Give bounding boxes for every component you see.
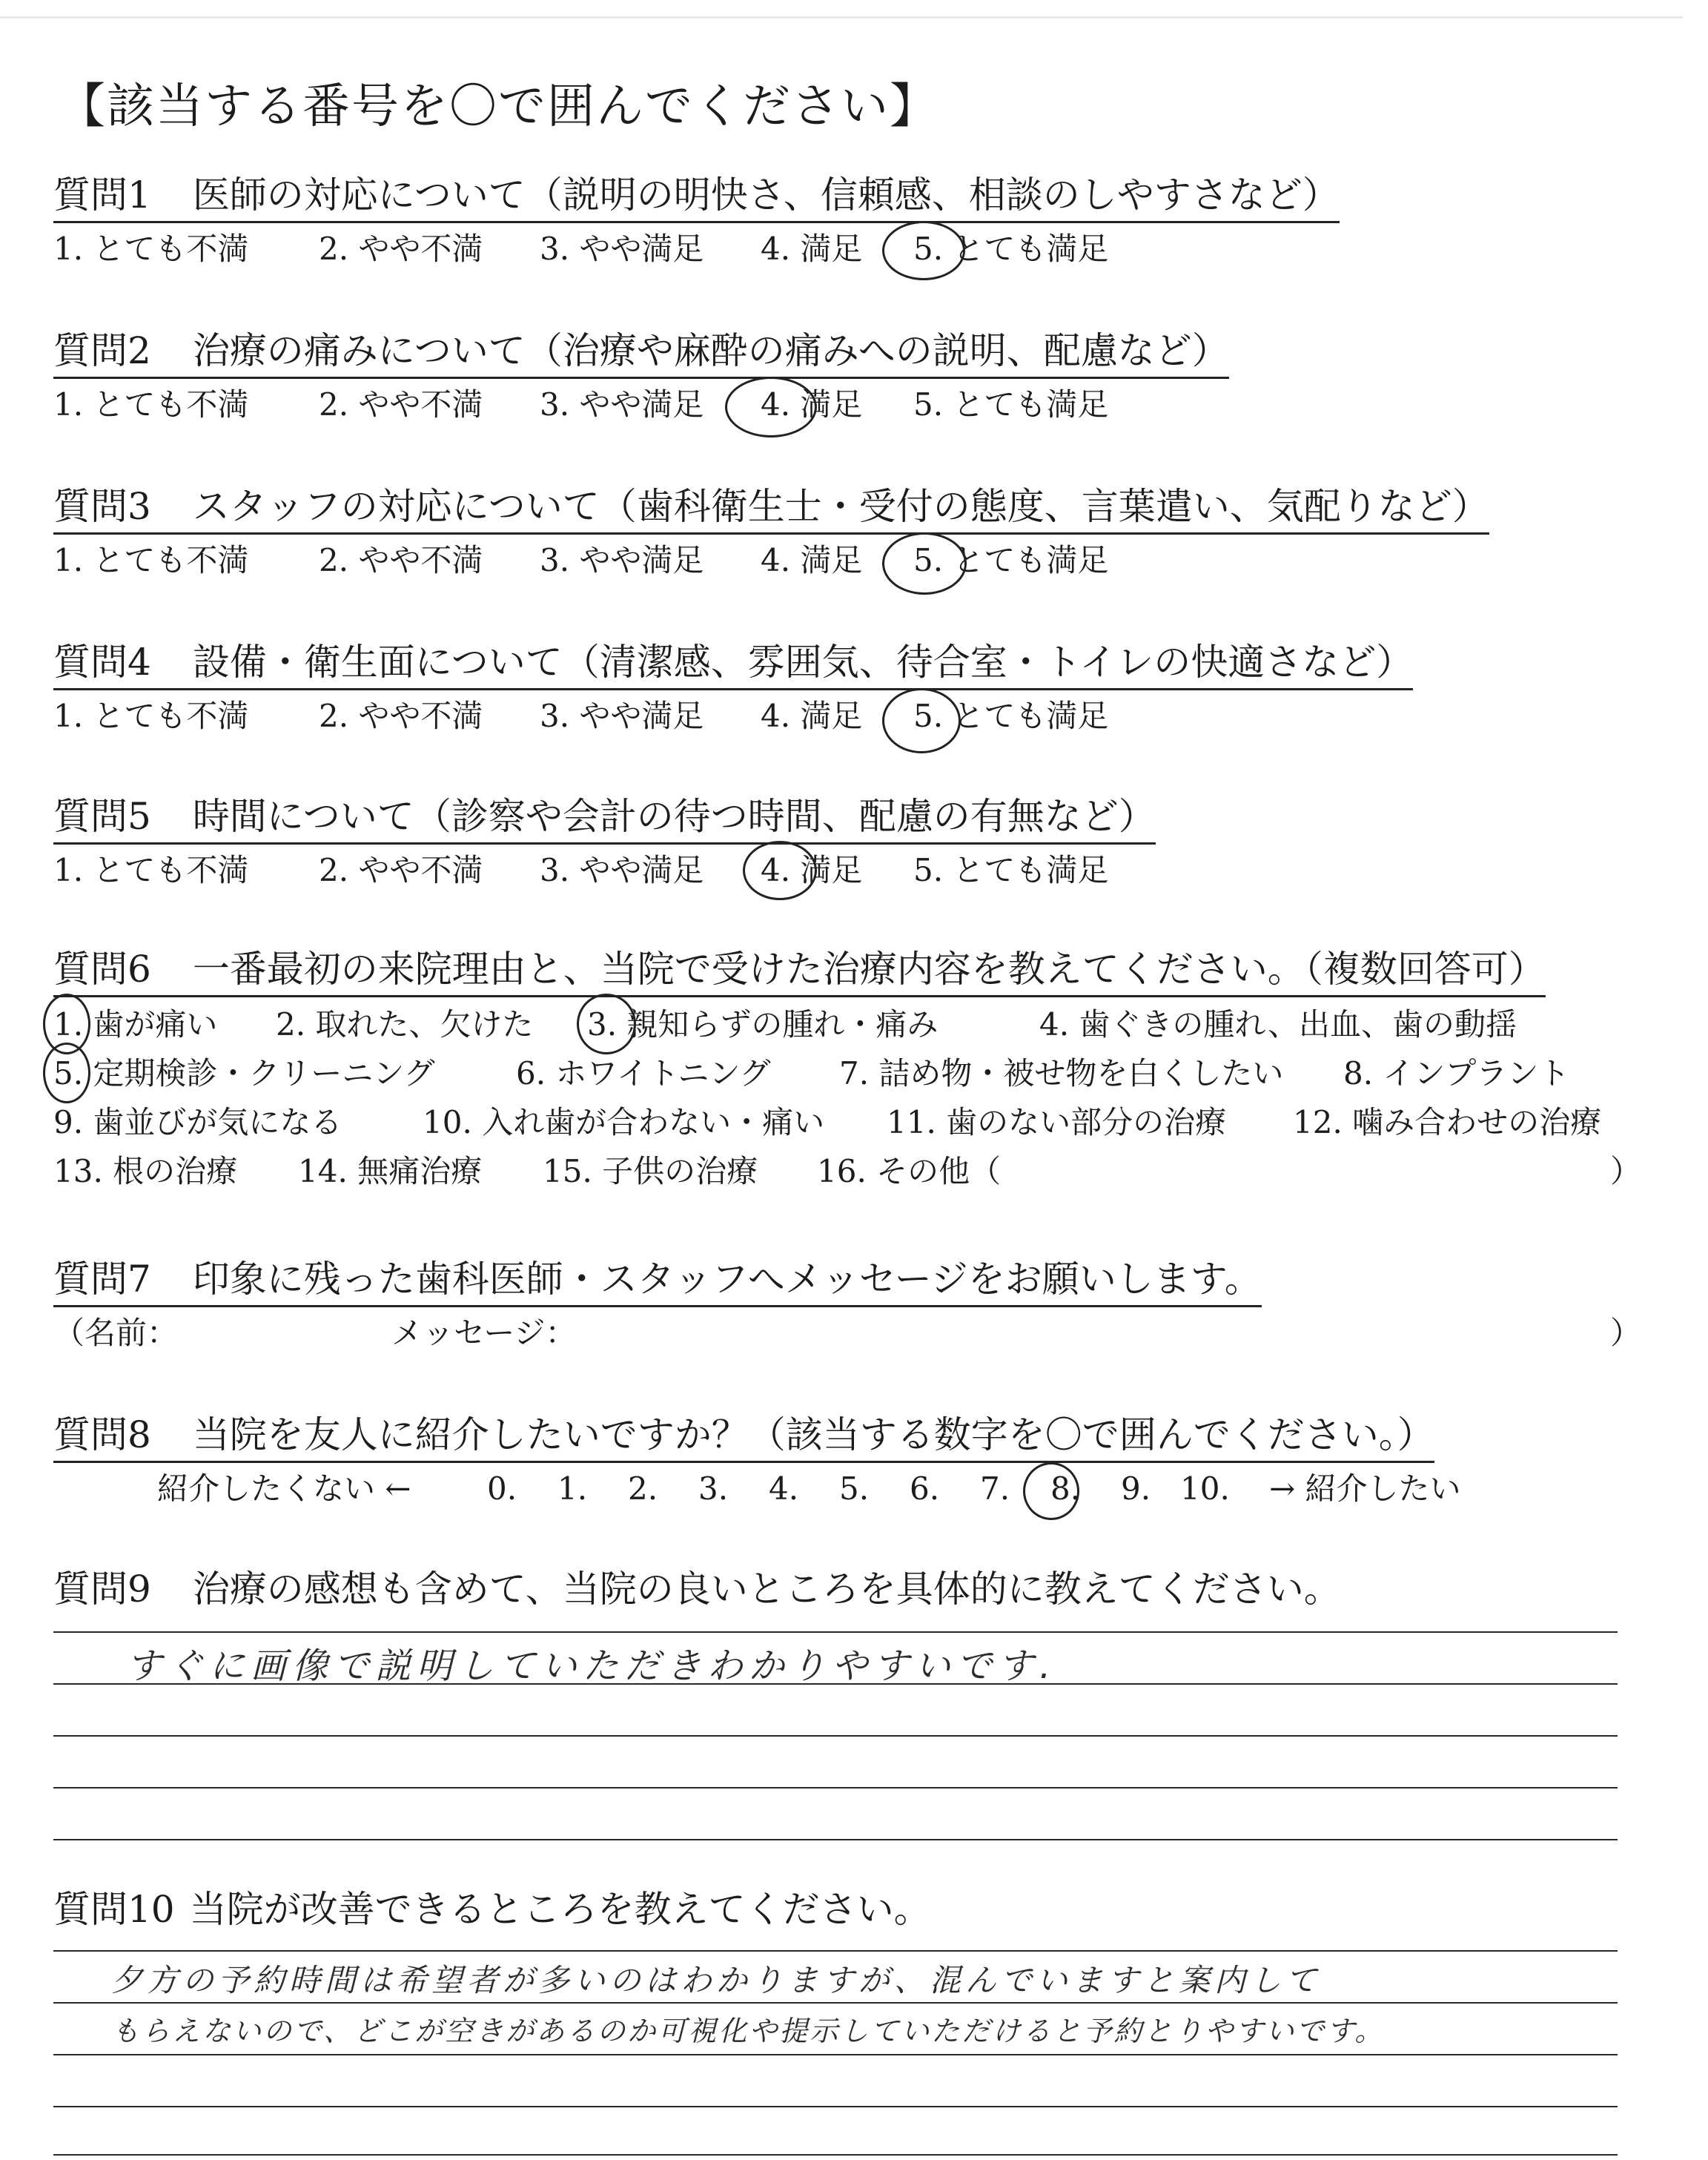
- rating-option-2[interactable]: 2. やや不満: [319, 231, 483, 267]
- treatment-option-3[interactable]: 3. 親知らずの腫れ・痛み: [587, 1006, 939, 1043]
- handwritten-answer-line-2: もらえないので、どこが空きがあるのか可視化や提示していただけると予約とりやすいです。: [111, 2015, 1386, 2047]
- answer-line: [53, 2054, 1618, 2055]
- rating-option-1[interactable]: 1. とても不満: [53, 386, 249, 423]
- selection-circle: [725, 377, 817, 437]
- rating-option-2[interactable]: 2. やや不満: [319, 852, 483, 888]
- selection-circle: [882, 221, 965, 280]
- rating-option-1[interactable]: 1. とても不満: [53, 231, 249, 267]
- rating-option-1[interactable]: 1. とても不満: [53, 852, 249, 888]
- selection-circle: [882, 688, 961, 753]
- other-close-paren: ）: [1610, 1153, 1642, 1189]
- rating-option-2[interactable]: 2. やや不満: [319, 542, 483, 578]
- question-text: 当院が改善できるところを教えてください。: [189, 1888, 931, 1931]
- scale-left-label: 紹介したくない ←: [157, 1470, 411, 1507]
- question-10-heading: [53, 1883, 931, 1935]
- answer-line: [53, 1839, 1618, 1840]
- selection-circle: [1023, 1462, 1079, 1520]
- question-3-heading: [53, 480, 1489, 535]
- scale-option-5[interactable]: 5.: [839, 1470, 870, 1507]
- treatment-option-4[interactable]: 4. 歯ぐきの腫れ、出血、歯の動揺: [1039, 1006, 1517, 1043]
- scale-right-label: → 紹介したい: [1269, 1470, 1461, 1507]
- treatment-option-16[interactable]: 16. その他（: [817, 1153, 1002, 1189]
- scale-option-10[interactable]: 10.: [1180, 1470, 1230, 1507]
- treatment-option-6[interactable]: 6. ホワイトニング: [516, 1055, 771, 1091]
- rating-option-2[interactable]: 2. やや不満: [319, 698, 483, 734]
- question-number: 質問10: [53, 1888, 175, 1931]
- treatment-option-1[interactable]: 1. 歯が痛い: [53, 1006, 218, 1043]
- treatment-option-8[interactable]: 8. インプラント: [1343, 1055, 1570, 1091]
- message-close-paren: ）: [1610, 1315, 1642, 1351]
- rating-option-4[interactable]: 4. 満足: [761, 386, 863, 423]
- treatment-option-2[interactable]: 2. 取れた、欠けた: [276, 1006, 534, 1043]
- page-title: 【該当する番号を〇で囲んでください】: [58, 79, 939, 134]
- answer-line: [53, 1950, 1618, 1952]
- scale-option-1[interactable]: 1.: [557, 1470, 588, 1507]
- question-text: 一番最初の来院理由と、当院で受けた治療内容を教えてください。（複数回答可）: [192, 948, 1546, 991]
- scale-option-0[interactable]: 0.: [487, 1470, 517, 1507]
- question-6-heading: [53, 943, 1546, 997]
- treatment-option-7[interactable]: 7. 詰め物・被せ物を白くしたい: [839, 1055, 1284, 1091]
- question-number: 質問8: [53, 1413, 151, 1456]
- rating-option-4[interactable]: 4. 満足: [761, 231, 863, 267]
- rating-option-3[interactable]: 3. やや満足: [540, 542, 704, 578]
- question-number: 質問9: [53, 1568, 151, 1611]
- scale-option-4[interactable]: 4.: [769, 1470, 799, 1507]
- rating-option-4[interactable]: 4. 満足: [761, 698, 863, 734]
- rating-option-5[interactable]: 5. とても満足: [913, 698, 1109, 734]
- question-2-heading: [53, 325, 1229, 379]
- question-1-heading: [53, 169, 1340, 223]
- message-field-label: メッセージ：: [391, 1315, 577, 1351]
- treatment-option-13[interactable]: 13. 根の治療: [53, 1153, 238, 1189]
- question-number: 質問4: [53, 641, 151, 684]
- selection-circle: [577, 994, 636, 1054]
- scale-option-7[interactable]: 7.: [980, 1470, 1010, 1507]
- rating-option-1[interactable]: 1. とても不満: [53, 542, 249, 578]
- question-9-heading: [53, 1563, 1341, 1615]
- question-text: スタッフの対応について（歯科衛生士・受付の態度、言葉遣い、気配りなど）: [192, 485, 1489, 528]
- question-text: 設備・衛生面について（清潔感、雰囲気、待合室・トイレの快適さなど）: [192, 641, 1414, 684]
- answer-line: [53, 2154, 1618, 2156]
- question-8-heading: [53, 1409, 1434, 1463]
- selection-circle: [882, 532, 967, 595]
- handwritten-answer: すぐに画像で説明していただきわかりやすいです.: [126, 1645, 1057, 1687]
- question-text: 時間について（診察や会計の待つ時間、配慮の有無など）: [192, 795, 1156, 838]
- question-number: 質問2: [53, 329, 151, 372]
- question-text: 医師の対応について（説明の明快さ、信頼感、相談のしやすさなど）: [192, 174, 1340, 217]
- scale-option-6[interactable]: 6.: [910, 1470, 940, 1507]
- rating-option-4[interactable]: 4. 満足: [761, 852, 863, 888]
- question-text: 治療の痛みについて（治療や麻酔の痛みへの説明、配慮など）: [192, 329, 1229, 372]
- treatment-option-10[interactable]: 10. 入れ歯が合わない・痛い: [423, 1104, 825, 1140]
- rating-option-3[interactable]: 3. やや満足: [540, 698, 704, 734]
- scale-option-3[interactable]: 3.: [698, 1470, 729, 1507]
- scale-option-8[interactable]: 8.: [1050, 1470, 1081, 1507]
- question-7-heading: [53, 1253, 1262, 1307]
- answer-line: [53, 2002, 1618, 2004]
- question-4-heading: [53, 636, 1413, 690]
- rating-option-3[interactable]: 3. やや満足: [540, 386, 704, 423]
- rating-option-2[interactable]: 2. やや不満: [319, 386, 483, 423]
- answer-line: [53, 2106, 1618, 2107]
- rating-option-3[interactable]: 3. やや満足: [540, 852, 704, 888]
- question-number: 質問5: [53, 795, 151, 838]
- scan-edge-line: [0, 16, 1683, 19]
- question-5-heading: [53, 790, 1156, 845]
- treatment-option-14[interactable]: 14. 無痛治療: [298, 1153, 483, 1189]
- scale-option-9[interactable]: 9.: [1121, 1470, 1151, 1507]
- selection-circle: [43, 1043, 90, 1103]
- question-number: 質問7: [53, 1258, 151, 1301]
- rating-option-1[interactable]: 1. とても不満: [53, 698, 249, 734]
- name-field-label: （名前：: [53, 1315, 179, 1351]
- rating-option-5[interactable]: 5. とても満足: [913, 852, 1109, 888]
- rating-option-5[interactable]: 5. とても満足: [913, 542, 1109, 578]
- question-text: 印象に残った歯科医師・スタッフへメッセージをお願いします。: [192, 1258, 1262, 1301]
- question-text: 当院を友人に紹介したいですか？（該当する数字を〇で囲んでください。）: [192, 1413, 1434, 1456]
- answer-line: [53, 1735, 1618, 1737]
- question-number: 質問3: [53, 485, 151, 528]
- rating-option-5[interactable]: 5. とても満足: [913, 231, 1109, 267]
- scale-option-2[interactable]: 2.: [628, 1470, 658, 1507]
- handwritten-answer-line-1: 夕方の予約時間は希望者が多いのはわかりますが、混んでいますと案内して: [111, 1962, 1322, 1998]
- question-text: 治療の感想も含めて、当院の良いところを具体的に教えてください。: [192, 1568, 1341, 1611]
- question-number: 質問1: [53, 174, 151, 217]
- treatment-option-12[interactable]: 12. 噛み合わせの治療: [1293, 1104, 1602, 1140]
- treatment-option-9[interactable]: 9. 歯並びが気になる: [53, 1104, 342, 1140]
- treatment-option-5[interactable]: 5. 定期検診・クリーニング: [53, 1055, 435, 1091]
- rating-option-3[interactable]: 3. やや満足: [540, 231, 704, 267]
- treatment-option-15[interactable]: 15. 子供の治療: [543, 1153, 758, 1189]
- selection-circle: [743, 841, 817, 900]
- rating-option-5[interactable]: 5. とても満足: [913, 386, 1109, 423]
- answer-line: [53, 1631, 1618, 1633]
- answer-line: [53, 1787, 1618, 1789]
- rating-option-4[interactable]: 4. 満足: [761, 542, 863, 578]
- treatment-option-11[interactable]: 11. 歯のない部分の治療: [887, 1104, 1227, 1140]
- question-number: 質問6: [53, 948, 151, 991]
